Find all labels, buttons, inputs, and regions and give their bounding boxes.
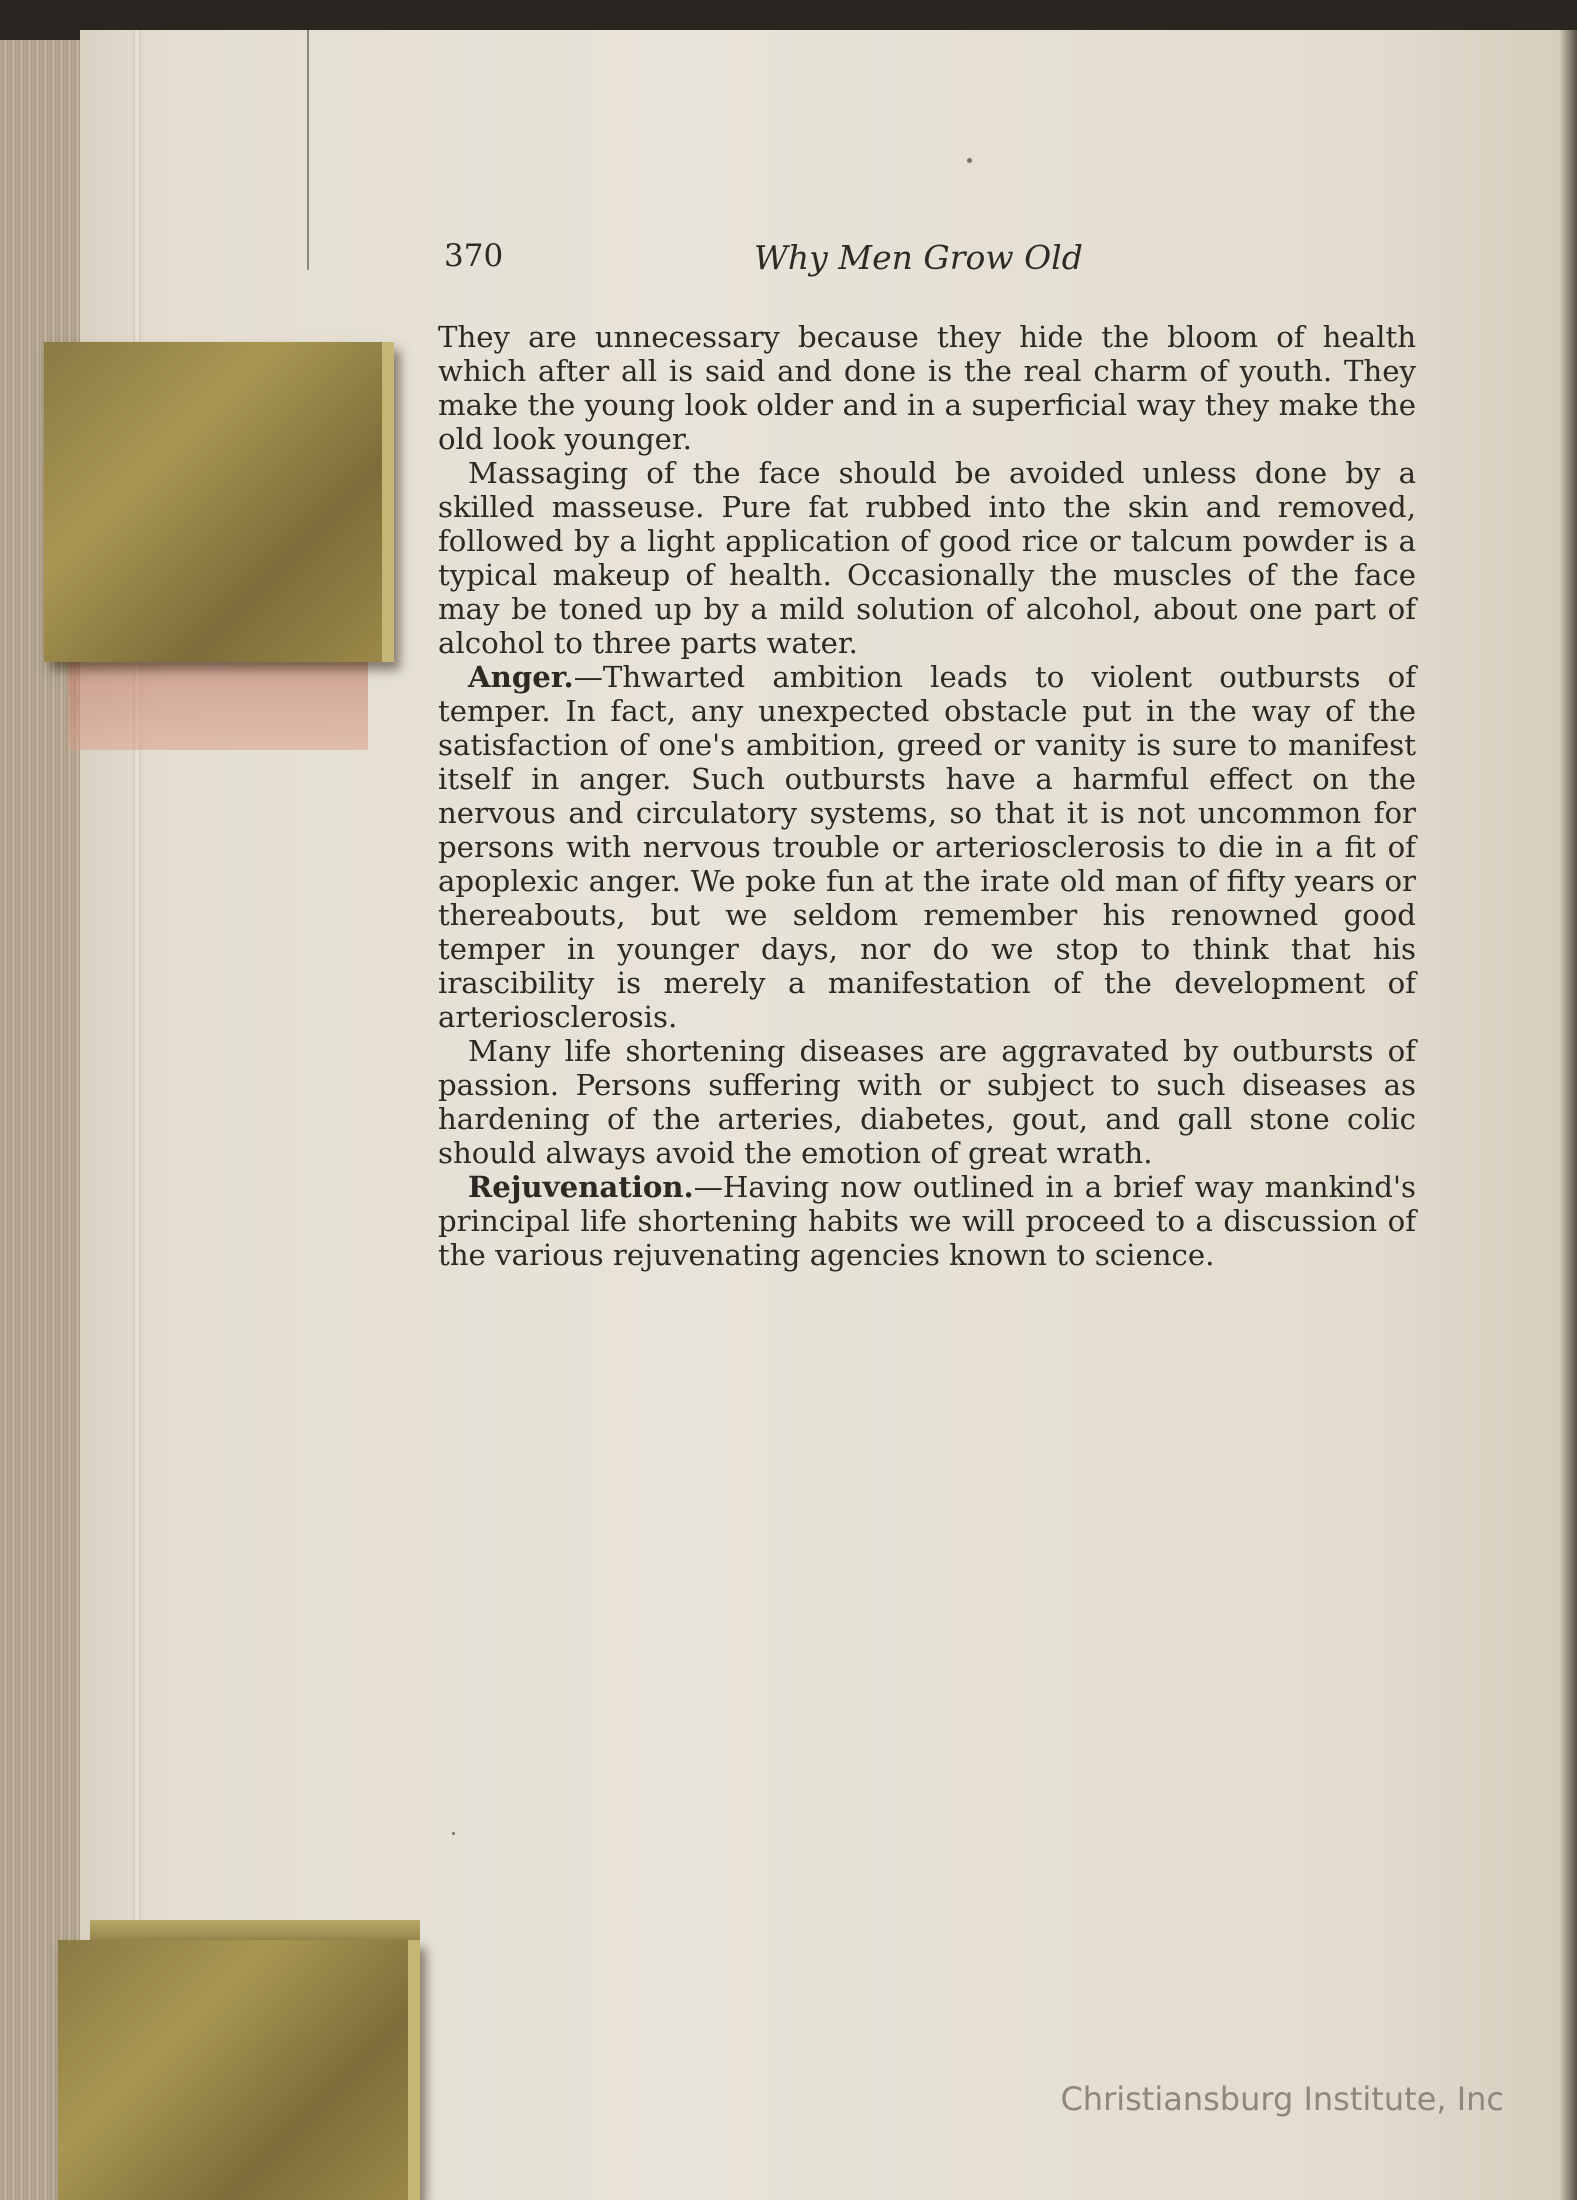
page-number: 370: [444, 238, 504, 274]
body-text: [438, 320, 1416, 1272]
paper-speck: [452, 1832, 455, 1835]
brass-page-clip-top: [44, 342, 394, 662]
brass-page-clip-bottom: [58, 1940, 420, 2200]
paragraph: [438, 456, 1416, 660]
paragraph-text: Many life shortening diseases are aggravated by outbursts of passion. Persons suffering with or subject to such diseases as hardening of the arteries, diabetes, gout, and gall stone colic should always avoid the emotion of great wrath.: [438, 1034, 1416, 1170]
paragraph-text: —Thwarted ambition leads to violent outbursts of temper. In fact, any unexpected obstacle put in the way of the satisfaction of one's ambition, greed or vanity is sure to manifest itself in anger. Such outbursts have a harmful effect on the nervous and circulatory systems, so that it is not uncommon for persons with nervous trouble or arteriosclerosis to die in a fit of apoplexic anger. We poke fun at the irate old man of fifty years or thereabouts, but we seldom remember his renowned good temper in younger days, nor do we stop to think that his irascibility is merely a manifestation of the development of arteriosclerosis.: [438, 660, 1416, 1034]
paragraph: [438, 320, 1416, 456]
paragraph-text: They are unnecessary because they hide the bloom of health which after all is said and done is the real charm of youth. They make the young look older and in a superficial way they make the old look younger.: [438, 320, 1416, 456]
section-heading-rejuvenation: Rejuvenation.: [468, 1170, 694, 1204]
paragraph-text: Massaging of the face should be avoided unless done by a skilled masseuse. Pure fat rubbed into the skin and removed, followed by a light application of good rice or talcum powder is a typical makeup of health. Occasionally the muscles of the face may be toned up by a mild solution of alcohol, about one part of alcohol to three parts water.: [438, 456, 1416, 660]
paragraph: [438, 1034, 1416, 1170]
page-right-edge: [1559, 30, 1577, 2200]
running-title: Why Men Grow Old: [754, 238, 1083, 277]
paragraph-anger: [438, 660, 1416, 1034]
watermark: Christiansburg Institute, Inc: [1060, 2080, 1504, 2118]
pencil-mark: [307, 30, 309, 270]
paragraph-rejuvenation: [438, 1170, 1416, 1272]
running-head: [444, 238, 1414, 288]
paper-speck: [967, 158, 972, 163]
section-heading-anger: Anger.: [468, 660, 574, 694]
paragraph-text: —Having now outlined in a brief way mankind's principal life shortening habits we will proceed to a discussion of the various rejuvenating agencies known to science.: [438, 1170, 1416, 1272]
